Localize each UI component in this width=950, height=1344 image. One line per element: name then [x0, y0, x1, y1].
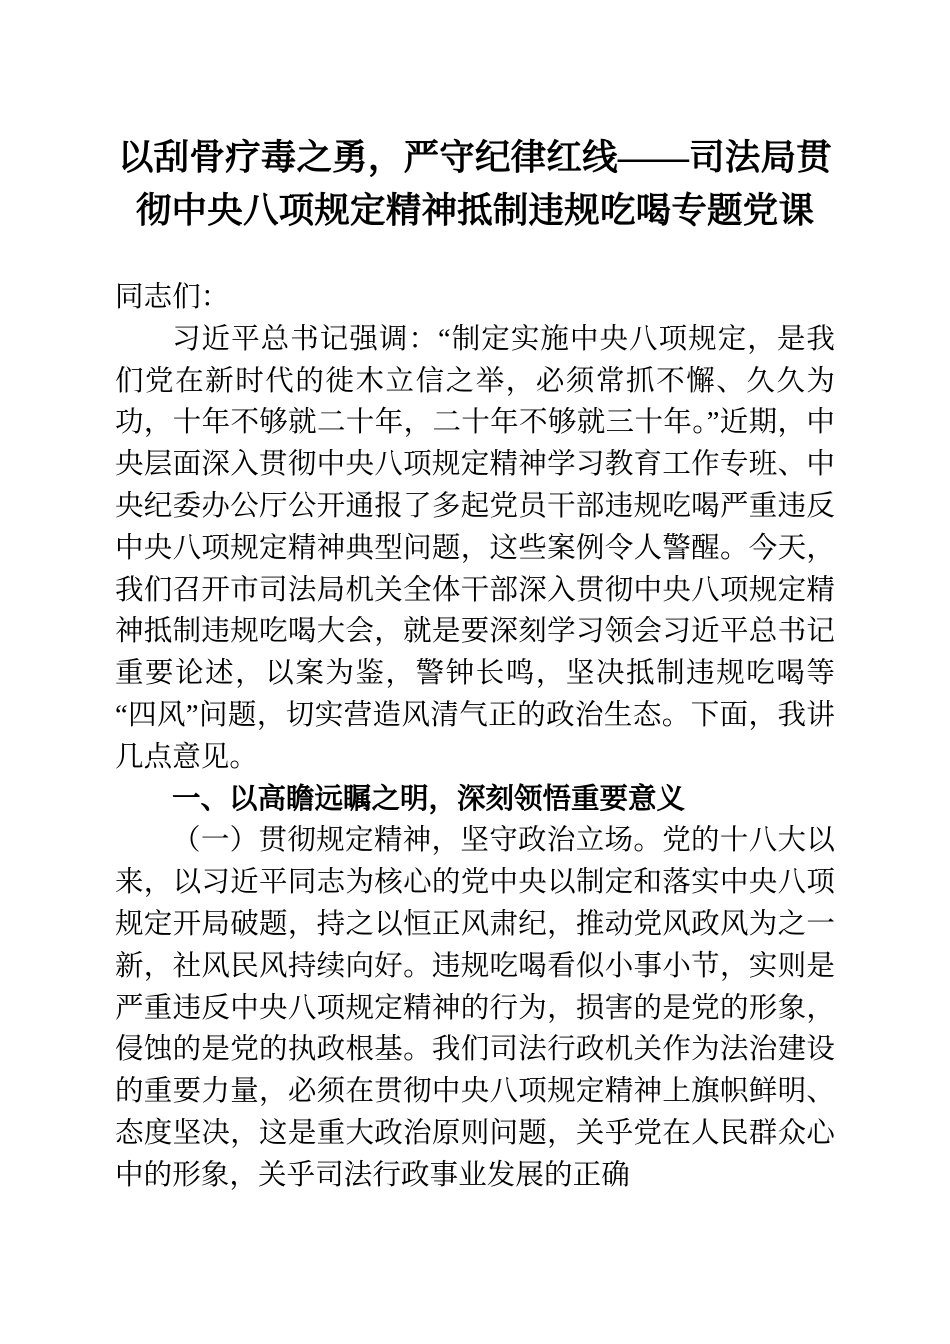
document-content: [115, 0, 835, 1197]
paragraph-section-one-sub-one: （一）贯彻规定精神，坚守政治立场。党的十八大以来，以习近平同志为核心的党中央以制定和落实中央八项规定开局破题，持之以恒正风肃纪，推动党风政风为之一新，社风民风持续向好。违规吃喝看似小事小节，实则是严重违反中央八项规定精神的行为，损害的是党的形象，侵蚀的是党的执政根基。我们司法行政机关作为法治建设的重要力量，必须在贯彻中央八项规定精神上旗帜鲜明、态度坚决，这是重大政治原则问题，关乎党在人民群众心中的形象，关乎司法行政事业发展的正确: [115, 825, 835, 1191]
paragraph-opening: 习近平总书记强调：“制定实施中央八项规定，是我们党在新时代的徙木立信之举，必须常抓不懈、久久为功，十年不够就二十年，二十年不够就三十年。”近期，中央层面深入贯彻中央八项规定精神学习教育工作专班、中央纪委办公厅公开通报了多起党员干部违规吃喝严重违反中央八项规定精神典型问题，这些案例令人警醒。今天，我们召开市司法局机关全体干部深入贯彻中央八项规定精神抵制违规吃喝大会，就是要深刻学习领会习近平总书记重要论述，以案为鉴，警钟长鸣，坚决抵制违规吃喝等“四风”问题，切实营造风清气正的政治生态。下面，我讲几点意见。: [115, 323, 835, 773]
page-title: 以刮骨疗毒之勇，严守纪律红线——司法局贯彻中央八项规定精神抵制违规吃喝专题党课: [117, 137, 832, 230]
document-body: [115, 277, 835, 1197]
salutation: 同志们：: [115, 282, 230, 313]
section-heading-one: 一、以高瞻远瞩之明，深刻领悟重要意义: [172, 782, 686, 815]
